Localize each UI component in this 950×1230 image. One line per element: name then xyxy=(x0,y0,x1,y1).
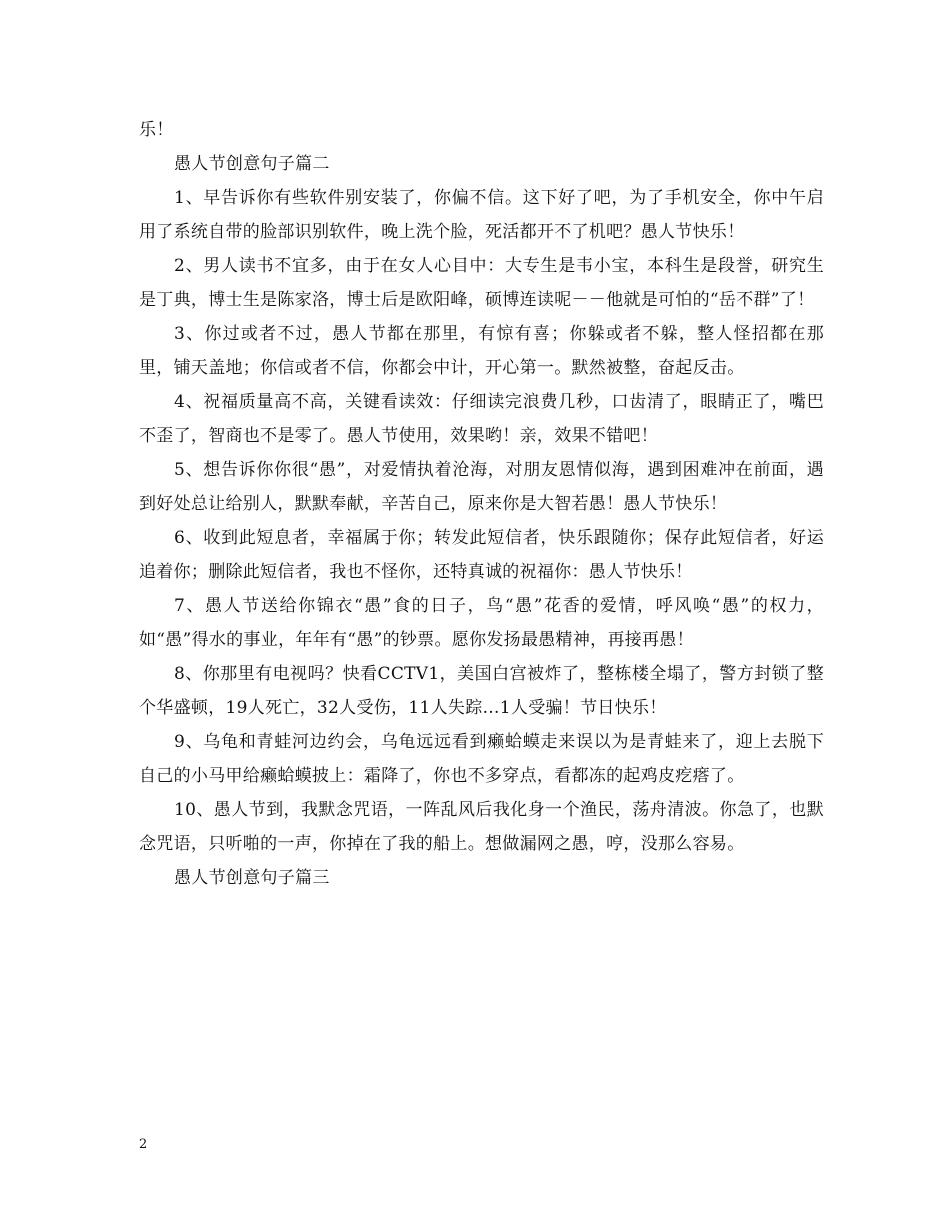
paragraph-item-4: 4、祝福质量高不高，关键看读效：仔细读完浪费几秒，口齿清了，眼睛正了，嘴巴不歪了，智商也不是零了。愚人节使用，效果哟！亲，效果不错吧！ xyxy=(139,392,824,446)
paragraph-item-2: 2、男人读书不宜多，由于在女人心目中：大专生是韦小宝，本科生是段誉，研究生是丁典，博士生是陈家洛，博士后是欧阳峰，硕博连读呢－－他就是可怕的“岳不群”了！ xyxy=(139,256,824,310)
paragraph-item-7: 7、愚人节送给你锦衣“愚”食的日子，鸟“愚”花香的爱情，呼风唤“愚”的权力，如“愚”得水的事业，年年有“愚”的钞票。愿你发扬最愚精神，再接再愚！ xyxy=(139,596,824,650)
paragraph-item-8: 8、你那里有电视吗？快看CCTV1，美国白宫被炸了，整栋楼全塌了，警方封锁了整个华盛顿，19人死亡，32人受伤，11人失踪…1人受骗！节日快乐！ xyxy=(139,664,824,718)
paragraph-continuation: 乐！ xyxy=(139,120,174,140)
section-heading: 愚人节创意句子篇二 xyxy=(174,154,330,174)
paragraph-item-3: 3、你过或者不过，愚人节都在那里，有惊有喜；你躲或者不躲，整人怪招都在那里，铺天盖地；你信或者不信，你都会中计，开心第一。默然被整，奋起反击。 xyxy=(139,324,824,378)
paragraph-item-10: 10、愚人节到，我默念咒语，一阵乱风后我化身一个渔民，荡舟清波。你急了，也默念咒语，只听啪的一声，你掉在了我的船上。想做漏网之愚，哼，没那么容易。 xyxy=(139,800,824,854)
page-number: 2 xyxy=(139,1137,148,1152)
document-body xyxy=(139,113,824,895)
paragraph-item-6: 6、收到此短息者，幸福属于你；转发此短信者，快乐跟随你；保存此短信者，好运追着你；删除此短信者，我也不怪你，还特真诚的祝福你：愚人节快乐！ xyxy=(139,528,824,582)
paragraph-item-1: 1、早告诉你有些软件别安装了，你偏不信。这下好了吧，为了手机安全，你中午启用了系统自带的脸部识别软件，晚上洗个脸，死活都开不了机吧？愚人节快乐！ xyxy=(139,188,824,242)
section-heading: 愚人节创意句子篇三 xyxy=(174,868,330,888)
paragraph-item-9: 9、乌龟和青蛙河边约会，乌龟远远看到癞蛤蟆走来误以为是青蛙来了，迎上去脱下自己的小马甲给癞蛤蟆披上：霜降了，你也不多穿点，看都冻的起鸡皮疙瘩了。 xyxy=(139,732,824,786)
paragraph-item-5: 5、想告诉你你很“愚”，对爱情执着沧海，对朋友恩情似海，遇到困难冲在前面，遇到好处总让给别人，默默奉献，辛苦自己，原来你是大智若愚！愚人节快乐！ xyxy=(139,460,824,514)
